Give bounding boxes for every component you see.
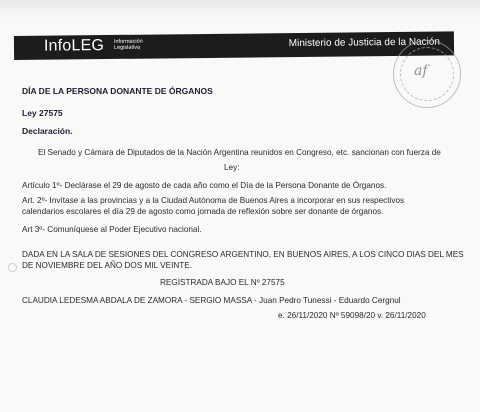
infoleg-logo: InfoLEG xyxy=(43,37,105,55)
seal-stamp-icon xyxy=(393,40,461,108)
scan-edge xyxy=(0,0,480,18)
header-banner xyxy=(14,31,454,60)
publication-line: e. 26/11/2020 Nº 59098/20 v. 26/11/2020 xyxy=(278,311,426,320)
document-title: DÍA DE LA PERSONA DONANTE DE ÓRGANOS xyxy=(22,86,213,96)
signatories-line: CLAUDIA LEDESMA ABDALA DE ZAMORA - SERGIO MASSA - Juan Pedro Tunessi - Eduardo Cergnul xyxy=(22,296,401,305)
seal-signature-icon: af xyxy=(414,63,428,79)
law-number: Ley 27575 xyxy=(22,108,63,118)
punch-hole-mark xyxy=(8,263,17,272)
preamble-line-1: El Senado y Cámara de Diputados de la Nación Argentina reunidos en Congreso, etc. sancionan con fuerza de xyxy=(38,148,441,157)
infoleg-logo-subtext: Información Legislativa xyxy=(113,38,143,51)
preamble-line-2: Ley: xyxy=(224,163,240,172)
article-3: Art 3º- Comuníquese al Poder Ejecutivo nacional. xyxy=(22,225,202,234)
article-2-line-2: calendarios escolares el día 29 de agosto como jornada de reflexión sobre ser donante de órganos. xyxy=(22,207,384,216)
article-2-line-1: Art. 2º- Invítase a las provincias y a la Ciudad Autónoma de Buenos Aires a incorporar en sus respectivos xyxy=(22,196,405,205)
article-1: Artículo 1º- Declárase el 29 de agosto de cada año como el Día de la Persona Donante de Órganos. xyxy=(22,181,387,190)
given-line-2: DE NOVIEMBRE DEL AÑO DOS MIL VEINTE. xyxy=(22,261,193,270)
declaration-heading: Declaración. xyxy=(22,126,73,136)
ministry-name: Ministerio de Justicia de la Nación xyxy=(288,36,441,50)
given-line-1: DADA EN LA SALA DE SESIONES DEL CONGRESO ARGENTINO, EN BUENOS AIRES, A LOS CINCO DIAS DEL MES xyxy=(22,250,464,259)
registration-line: REGISTRADA BAJO EL Nº 27575 xyxy=(160,278,285,287)
